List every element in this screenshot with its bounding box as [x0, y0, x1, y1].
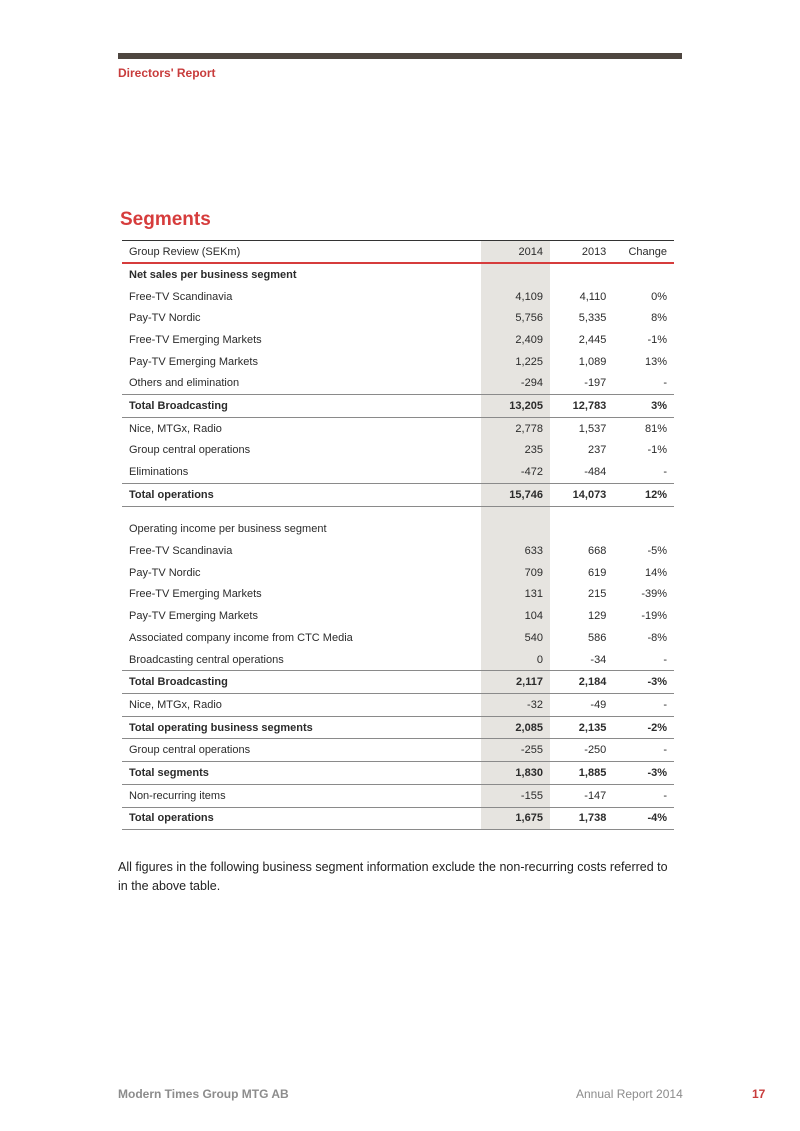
- table-cell: -32: [481, 694, 550, 717]
- row-label: Group central operations: [129, 744, 251, 757]
- table-cell: -34: [590, 653, 607, 666]
- table-cell: 3%: [613, 395, 674, 418]
- section-header: Directors' Report: [118, 66, 216, 80]
- table-cell: -255: [481, 739, 550, 762]
- table-cell: 2,085: [481, 716, 550, 739]
- table-cell: 633: [481, 540, 550, 562]
- table-cell: [550, 506, 613, 519]
- table-cell: -19%: [641, 610, 667, 623]
- column-header: Change: [613, 241, 674, 264]
- table-row: [122, 519, 674, 541]
- table-row: [122, 417, 674, 439]
- table-row: [122, 540, 674, 562]
- table-cell: -197: [584, 377, 607, 390]
- table-cell: 619: [587, 566, 607, 579]
- row-label: Total operations: [122, 807, 481, 830]
- table-cell: 12,783: [550, 395, 613, 418]
- table-cell: -: [663, 789, 667, 802]
- table-cell: 8%: [651, 312, 667, 325]
- row-label: Eliminations: [129, 466, 189, 479]
- table-cell: 14%: [644, 566, 667, 579]
- table-cell: [613, 506, 674, 519]
- table-cell: 12%: [613, 483, 674, 506]
- column-header: Group Review (SEKm): [122, 241, 481, 264]
- table-cell: -472: [481, 461, 550, 483]
- table-row: [122, 440, 674, 462]
- table-cell: -: [663, 744, 667, 757]
- table-cell: -8%: [647, 631, 667, 644]
- row-label: Free-TV Scandinavia: [129, 545, 233, 558]
- table-row: [122, 649, 674, 671]
- table-cell: -3%: [613, 671, 674, 694]
- table-body: [122, 263, 674, 830]
- row-label: Nice, MTGx, Radio: [129, 698, 222, 711]
- row-label: Free-TV Emerging Markets: [129, 588, 262, 601]
- table-cell: -4%: [613, 807, 674, 830]
- table-row: [122, 372, 674, 394]
- table-row: [122, 562, 674, 584]
- table-cell: -2%: [613, 716, 674, 739]
- table-row: [122, 694, 674, 717]
- table-cell: 2,778: [481, 417, 550, 439]
- table-cell: 15,746: [481, 483, 550, 506]
- table-cell: [613, 263, 674, 286]
- table-cell: [481, 506, 550, 519]
- table-cell: 81%: [644, 422, 667, 435]
- table-cell: [613, 519, 674, 541]
- table-cell: 14,073: [550, 483, 613, 506]
- table-cell: 4,109: [481, 286, 550, 308]
- table-cell: -1%: [647, 444, 667, 457]
- footer-company: Modern Times Group MTG AB: [118, 1087, 289, 1101]
- table-cell: 5,335: [578, 312, 607, 325]
- table-cell: 668: [587, 545, 607, 558]
- table-cell: [550, 263, 613, 286]
- table-cell: -5%: [647, 545, 667, 558]
- table-header-row: [122, 241, 674, 264]
- table-cell: 4,110: [579, 290, 607, 303]
- table-row: [122, 716, 674, 739]
- table-cell: 540: [481, 627, 550, 649]
- table-cell: -294: [481, 372, 550, 394]
- row-label: Others and elimination: [129, 377, 240, 390]
- column-header: 2013: [550, 241, 613, 264]
- page-title: Segments: [120, 209, 211, 230]
- row-label: Pay-TV Emerging Markets: [129, 610, 258, 623]
- table-cell: 1,089: [578, 355, 607, 368]
- row-label: Net sales per business segment: [129, 268, 297, 281]
- table-cell: -147: [584, 789, 607, 802]
- table-cell: 235: [481, 440, 550, 462]
- table-cell: 586: [587, 631, 607, 644]
- table-row: [122, 263, 674, 286]
- table-row: [122, 286, 674, 308]
- row-label: Total Broadcasting: [122, 395, 481, 418]
- table-cell: 1,537: [578, 422, 607, 435]
- table-row: [122, 762, 674, 785]
- footer-report-title: Annual Report 2014: [576, 1087, 683, 1101]
- row-label: Pay-TV Nordic: [129, 566, 201, 579]
- table-cell: -250: [584, 744, 607, 757]
- row-label: Pay-TV Nordic: [129, 312, 201, 325]
- row-label: Total Broadcasting: [122, 671, 481, 694]
- row-label: Free-TV Scandinavia: [129, 290, 233, 303]
- segments-table: [122, 240, 674, 830]
- table-cell: 13%: [644, 355, 667, 368]
- row-label: Operating income per business segment: [129, 523, 327, 536]
- table-row: [122, 307, 674, 329]
- row-label: Total operations: [122, 483, 481, 506]
- table-row: [122, 627, 674, 649]
- table-cell: [481, 263, 550, 286]
- table-row: [122, 395, 674, 418]
- table-cell: 129: [587, 610, 607, 623]
- table-cell: 1,885: [550, 762, 613, 785]
- table-cell: 0%: [651, 290, 667, 303]
- table-row: [122, 807, 674, 830]
- table-row: [122, 329, 674, 351]
- table-cell: [550, 519, 613, 541]
- table-row: [122, 506, 674, 519]
- table-cell: 1,738: [550, 807, 613, 830]
- top-rule: [118, 53, 682, 59]
- table-cell: -484: [584, 466, 607, 479]
- table-cell: 709: [481, 562, 550, 584]
- table-cell: -: [663, 653, 667, 666]
- row-label: Nice, MTGx, Radio: [129, 422, 222, 435]
- table-cell: 215: [587, 588, 607, 601]
- row-label: [122, 506, 481, 519]
- page-number: 17: [752, 1087, 766, 1101]
- table-cell: 13,205: [481, 395, 550, 418]
- table-cell: 1,830: [481, 762, 550, 785]
- column-header: 2014: [481, 241, 550, 264]
- table-cell: -3%: [613, 762, 674, 785]
- table-cell: -: [663, 466, 667, 479]
- footnote: All figures in the following business segment information exclude the non-recurring costs referred to in the above table.: [118, 860, 668, 893]
- table-cell: 0: [481, 649, 550, 671]
- table-cell: -1%: [647, 333, 667, 346]
- table-cell: 2,445: [578, 333, 607, 346]
- table-cell: 131: [481, 584, 550, 606]
- table-cell: 2,409: [481, 329, 550, 351]
- table-row: [122, 739, 674, 762]
- table-row: [122, 584, 674, 606]
- table-cell: -39%: [641, 588, 667, 601]
- table-cell: 5,756: [481, 307, 550, 329]
- table-cell: 2,184: [550, 671, 613, 694]
- row-label: Associated company income from CTC Media: [129, 631, 353, 644]
- table-cell: -: [663, 698, 667, 711]
- table-row: [122, 784, 674, 807]
- table-cell: 1,225: [481, 351, 550, 373]
- table-row: [122, 461, 674, 483]
- table-cell: -: [663, 377, 667, 390]
- table-cell: 1,675: [481, 807, 550, 830]
- row-label: Free-TV Emerging Markets: [129, 333, 262, 346]
- table-cell: -49: [590, 698, 607, 711]
- table-row: [122, 605, 674, 627]
- row-label: Group central operations: [129, 444, 251, 457]
- table-cell: 2,135: [550, 716, 613, 739]
- table-row: [122, 483, 674, 506]
- table-row: [122, 671, 674, 694]
- row-label: Non-recurring items: [129, 789, 226, 802]
- row-label: Total operating business segments: [122, 716, 481, 739]
- row-label: Pay-TV Emerging Markets: [129, 355, 258, 368]
- table-cell: -155: [481, 784, 550, 807]
- row-label: Broadcasting central operations: [129, 653, 284, 666]
- table-cell: 237: [587, 444, 607, 457]
- table-row: [122, 351, 674, 373]
- table-cell: 2,117: [481, 671, 550, 694]
- row-label: Total segments: [122, 762, 481, 785]
- table-cell: [481, 519, 550, 541]
- table-cell: 104: [481, 605, 550, 627]
